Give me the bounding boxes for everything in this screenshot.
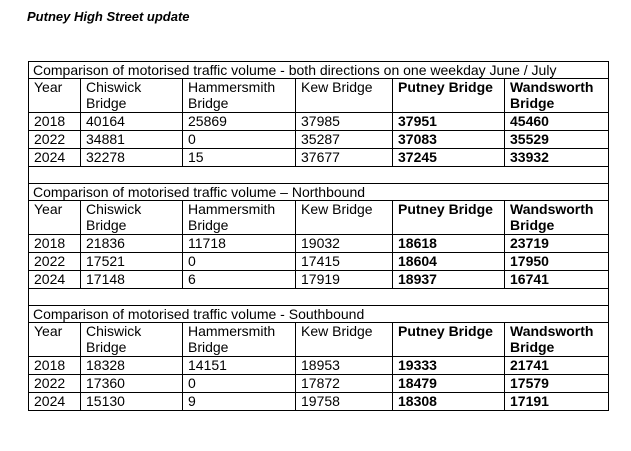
cell-hammersmith-bridge: 14151 bbox=[183, 357, 296, 375]
cell-year: 2024 bbox=[29, 271, 81, 289]
cell-year: 2022 bbox=[29, 253, 81, 271]
cell-kew-bridge: 17872 bbox=[296, 375, 393, 393]
cell-putney-bridge: 18618 bbox=[393, 235, 505, 253]
column-header-putney-bridge: Putney Bridge bbox=[393, 79, 505, 113]
cell-wandsworth-bridge: 17191 bbox=[505, 393, 609, 411]
column-header-row bbox=[29, 79, 609, 113]
cell-chiswick-bridge: 18328 bbox=[81, 357, 183, 375]
column-header-wandsworth-bridge: Wandsworth Bridge bbox=[505, 201, 609, 235]
table-body bbox=[29, 62, 609, 411]
table-row bbox=[29, 357, 609, 375]
cell-putney-bridge: 18308 bbox=[393, 393, 505, 411]
cell-wandsworth-bridge: 21741 bbox=[505, 357, 609, 375]
cell-wandsworth-bridge: 23719 bbox=[505, 235, 609, 253]
cell-wandsworth-bridge: 17950 bbox=[505, 253, 609, 271]
cell-putney-bridge: 18479 bbox=[393, 375, 505, 393]
cell-kew-bridge: 17919 bbox=[296, 271, 393, 289]
section-title-row bbox=[29, 306, 609, 323]
cell-hammersmith-bridge: 0 bbox=[183, 375, 296, 393]
cell-kew-bridge: 17415 bbox=[296, 253, 393, 271]
cell-wandsworth-bridge: 45460 bbox=[505, 113, 609, 131]
cell-hammersmith-bridge: 0 bbox=[183, 253, 296, 271]
cell-chiswick-bridge: 15130 bbox=[81, 393, 183, 411]
cell-hammersmith-bridge: 0 bbox=[183, 131, 296, 149]
cell-year: 2024 bbox=[29, 149, 81, 167]
section-title: Comparison of motorised traffic volume – Northbound bbox=[29, 184, 609, 201]
column-header-hammersmith-bridge: Hammersmith Bridge bbox=[183, 201, 296, 235]
cell-year: 2022 bbox=[29, 131, 81, 149]
column-header-year: Year bbox=[29, 201, 81, 235]
column-header-chiswick-bridge: Chiswick Bridge bbox=[81, 201, 183, 235]
column-header-wandsworth-bridge: Wandsworth Bridge bbox=[505, 79, 609, 113]
section-title-row bbox=[29, 184, 609, 201]
cell-wandsworth-bridge: 35529 bbox=[505, 131, 609, 149]
column-header-chiswick-bridge: Chiswick Bridge bbox=[81, 323, 183, 357]
cell-hammersmith-bridge: 15 bbox=[183, 149, 296, 167]
cell-year: 2022 bbox=[29, 375, 81, 393]
cell-putney-bridge: 37245 bbox=[393, 149, 505, 167]
cell-chiswick-bridge: 17148 bbox=[81, 271, 183, 289]
cell-chiswick-bridge: 17360 bbox=[81, 375, 183, 393]
column-header-chiswick-bridge: Chiswick Bridge bbox=[81, 79, 183, 113]
column-header-row bbox=[29, 323, 609, 357]
column-header-kew-bridge: Kew Bridge bbox=[296, 201, 393, 235]
table-row bbox=[29, 375, 609, 393]
table-row bbox=[29, 253, 609, 271]
cell-chiswick-bridge: 34881 bbox=[81, 131, 183, 149]
column-header-hammersmith-bridge: Hammersmith Bridge bbox=[183, 79, 296, 113]
cell-chiswick-bridge: 32278 bbox=[81, 149, 183, 167]
column-header-putney-bridge: Putney Bridge bbox=[393, 323, 505, 357]
section-spacer-row bbox=[29, 167, 609, 184]
document-title: Putney High Street update bbox=[27, 9, 190, 24]
cell-kew-bridge: 37985 bbox=[296, 113, 393, 131]
table-row bbox=[29, 235, 609, 253]
cell-hammersmith-bridge: 11718 bbox=[183, 235, 296, 253]
cell-year: 2018 bbox=[29, 113, 81, 131]
cell-year: 2018 bbox=[29, 235, 81, 253]
cell-kew-bridge: 19758 bbox=[296, 393, 393, 411]
cell-year: 2024 bbox=[29, 393, 81, 411]
table-row bbox=[29, 393, 609, 411]
cell-kew-bridge: 19032 bbox=[296, 235, 393, 253]
cell-year: 2018 bbox=[29, 357, 81, 375]
spacer-cell bbox=[29, 289, 609, 306]
cell-kew-bridge: 35287 bbox=[296, 131, 393, 149]
section-title: Comparison of motorised traffic volume - both directions on one weekday June / July bbox=[29, 62, 609, 79]
column-header-hammersmith-bridge: Hammersmith Bridge bbox=[183, 323, 296, 357]
cell-hammersmith-bridge: 25869 bbox=[183, 113, 296, 131]
cell-kew-bridge: 37677 bbox=[296, 149, 393, 167]
cell-putney-bridge: 37083 bbox=[393, 131, 505, 149]
cell-kew-bridge: 18953 bbox=[296, 357, 393, 375]
traffic-comparison-table bbox=[28, 61, 609, 411]
column-header-kew-bridge: Kew Bridge bbox=[296, 323, 393, 357]
section-title: Comparison of motorised traffic volume - Southbound bbox=[29, 306, 609, 323]
cell-putney-bridge: 19333 bbox=[393, 357, 505, 375]
cell-putney-bridge: 37951 bbox=[393, 113, 505, 131]
column-header-wandsworth-bridge: Wandsworth Bridge bbox=[505, 323, 609, 357]
section-spacer-row bbox=[29, 289, 609, 306]
cell-chiswick-bridge: 21836 bbox=[81, 235, 183, 253]
cell-wandsworth-bridge: 16741 bbox=[505, 271, 609, 289]
cell-chiswick-bridge: 40164 bbox=[81, 113, 183, 131]
column-header-kew-bridge: Kew Bridge bbox=[296, 79, 393, 113]
table-row bbox=[29, 113, 609, 131]
section-title-row bbox=[29, 62, 609, 79]
column-header-year: Year bbox=[29, 79, 81, 113]
cell-putney-bridge: 18937 bbox=[393, 271, 505, 289]
cell-putney-bridge: 18604 bbox=[393, 253, 505, 271]
table-row bbox=[29, 131, 609, 149]
column-header-row bbox=[29, 201, 609, 235]
cell-wandsworth-bridge: 17579 bbox=[505, 375, 609, 393]
spacer-cell bbox=[29, 167, 609, 184]
cell-chiswick-bridge: 17521 bbox=[81, 253, 183, 271]
table-row bbox=[29, 149, 609, 167]
column-header-year: Year bbox=[29, 323, 81, 357]
table-row bbox=[29, 271, 609, 289]
column-header-putney-bridge: Putney Bridge bbox=[393, 201, 505, 235]
cell-hammersmith-bridge: 9 bbox=[183, 393, 296, 411]
cell-wandsworth-bridge: 33932 bbox=[505, 149, 609, 167]
cell-hammersmith-bridge: 6 bbox=[183, 271, 296, 289]
